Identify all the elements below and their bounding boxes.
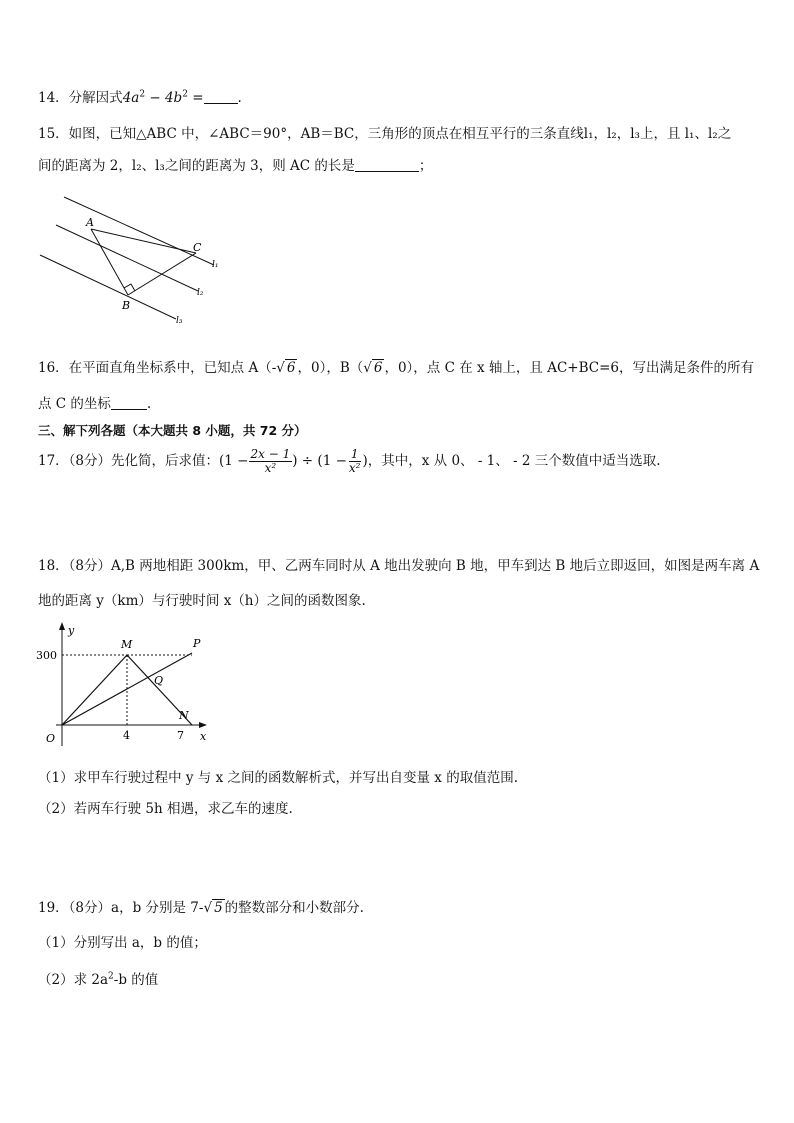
point-p-label: P bbox=[193, 637, 201, 650]
q14-answer-blank[interactable] bbox=[204, 89, 238, 104]
q15-answer-blank[interactable] bbox=[355, 157, 419, 172]
label-b: B bbox=[122, 299, 131, 312]
q17-prefix: 17．（8分）先化简，后求值： bbox=[38, 453, 220, 469]
q14-exp-b: 2 bbox=[182, 89, 188, 100]
q16-end: . bbox=[146, 396, 152, 412]
q14-equals: = bbox=[187, 90, 204, 106]
q14-term-a: 4a bbox=[122, 90, 140, 106]
label-l3: l₃ bbox=[176, 316, 183, 326]
label-l1: l₁ bbox=[212, 260, 219, 270]
q18-line2: 地的距离 y（km）与行驶时间 x（h）之间的函数图象. bbox=[38, 593, 366, 609]
q19-sub2 bbox=[38, 970, 158, 990]
q18-sub1: （1）求甲车行驶过程中 y 与 x 之间的函数解析式，并写出自变量 x 的取值范围. bbox=[38, 770, 518, 786]
q16-line1 bbox=[38, 358, 754, 378]
q17-paren-1-end: ) bbox=[292, 453, 298, 469]
q19-radicand: 5 bbox=[214, 900, 223, 916]
q17-divide: ÷ bbox=[297, 453, 318, 469]
q16-sqrt-1: √ 6 bbox=[276, 360, 296, 376]
q19-sub2-text-b: -b 的值 bbox=[113, 972, 159, 988]
label-a: A bbox=[86, 216, 94, 229]
q15-parallel-lines-figure bbox=[36, 195, 236, 335]
q16-text-c: ，0），点 C 在 x 轴上，且 AC+BC=6，写出满足条件的所有 bbox=[384, 360, 754, 376]
q14-text: 14．分解因式 bbox=[38, 90, 123, 106]
q17-paren-1: (1 − bbox=[219, 453, 249, 469]
x-tick-7: 7 bbox=[177, 729, 184, 742]
q17-frac1-den: x² bbox=[264, 461, 277, 475]
x-axis-label: x bbox=[200, 730, 207, 743]
q18-line1: 18．（8分）A,B 两地相距 300km，甲、乙两车同时从 A 地出发驶向 B 地，甲车到达 B 地后立即返回，如图是两车离 A bbox=[38, 558, 760, 574]
point-n-label: N bbox=[179, 709, 189, 722]
q17-frac1-num: 2x − 1 bbox=[250, 447, 291, 461]
origin-label: O bbox=[46, 732, 56, 745]
q17-suffix: ，其中，x 从 0、 - 1、 - 2 三个数值中适当选取. bbox=[367, 453, 661, 469]
q17-fraction-1 bbox=[249, 448, 293, 475]
label-l2: l₂ bbox=[197, 288, 204, 298]
q15-end: ； bbox=[418, 158, 433, 174]
point-m-label: M bbox=[121, 638, 133, 651]
q14-end: . bbox=[237, 90, 242, 106]
line-l3 bbox=[40, 255, 176, 319]
q19-sub2-text-a: （2）求 2a bbox=[38, 972, 109, 988]
q17-paren-2: (1 − bbox=[317, 453, 347, 469]
q16-text-a: 16．在平面直角坐标系中，已知点 A（- bbox=[38, 360, 277, 376]
q16-line2-text: 点 C 的坐标 bbox=[38, 396, 111, 412]
q16-radicand-2: 6 bbox=[373, 360, 383, 376]
segment-ab bbox=[91, 229, 128, 295]
line-l1 bbox=[64, 197, 214, 265]
section-3-heading: 三、解下列各题（本大题共 8 小题，共 72 分） bbox=[38, 423, 307, 438]
q15-line2-text: 间的距离为 2，l₂、l₃之间的距离为 3，则 AC 的长是 bbox=[38, 158, 355, 174]
q16-sqrt-2: √ 6 bbox=[363, 360, 383, 376]
question-17 bbox=[38, 446, 661, 476]
q19-text-a: 19．（8分）a，b 分别是 7- bbox=[38, 900, 204, 916]
q18-distance-time-graph bbox=[32, 620, 222, 750]
q15-line2 bbox=[38, 156, 432, 176]
q16-radicand-1: 6 bbox=[286, 360, 296, 376]
y-tick-300: 300 bbox=[36, 649, 57, 662]
label-c: C bbox=[193, 241, 202, 254]
q19-sub1: （1）分别写出 a，b 的值； bbox=[38, 935, 207, 951]
q15-line1: 15．如图，已知△ABC 中，∠ABC＝90°，AB＝BC，三角形的顶点在相互平行的三条直线l₁，l₂，l₃上，且 l₁、l₂之 bbox=[38, 126, 732, 142]
q16-answer-blank[interactable] bbox=[111, 395, 147, 410]
q16-text-b: ，0），B（ bbox=[297, 360, 364, 376]
q14-exp-a: 2 bbox=[139, 89, 146, 100]
q19-sqrt: √ 5 bbox=[203, 900, 223, 916]
segment-om bbox=[62, 655, 127, 725]
q17-paren-2-end: ) bbox=[362, 453, 368, 469]
q18-sub2: （2）若两车行驶 5h 相遇，求乙车的速度. bbox=[38, 801, 293, 817]
x-tick-4: 4 bbox=[123, 729, 130, 742]
q14-term-b: − 4b bbox=[145, 90, 183, 106]
q17-fraction-2 bbox=[347, 448, 363, 475]
q17-frac2-num: 1 bbox=[350, 447, 359, 461]
point-q-label: Q bbox=[154, 674, 164, 687]
q19-sub2-exp: 2 bbox=[108, 971, 114, 982]
question-14 bbox=[38, 88, 242, 108]
q19-text-b: 的整数部分和小数部分. bbox=[224, 900, 364, 916]
q16-line2 bbox=[38, 394, 151, 414]
x-axis-arrow bbox=[199, 722, 207, 728]
line-l2 bbox=[56, 225, 198, 291]
q17-frac2-den: x² bbox=[348, 461, 361, 475]
y-axis-arrow bbox=[59, 622, 65, 630]
segment-bc bbox=[128, 253, 196, 295]
q19-line1 bbox=[38, 898, 364, 918]
y-axis-label: y bbox=[68, 624, 75, 637]
